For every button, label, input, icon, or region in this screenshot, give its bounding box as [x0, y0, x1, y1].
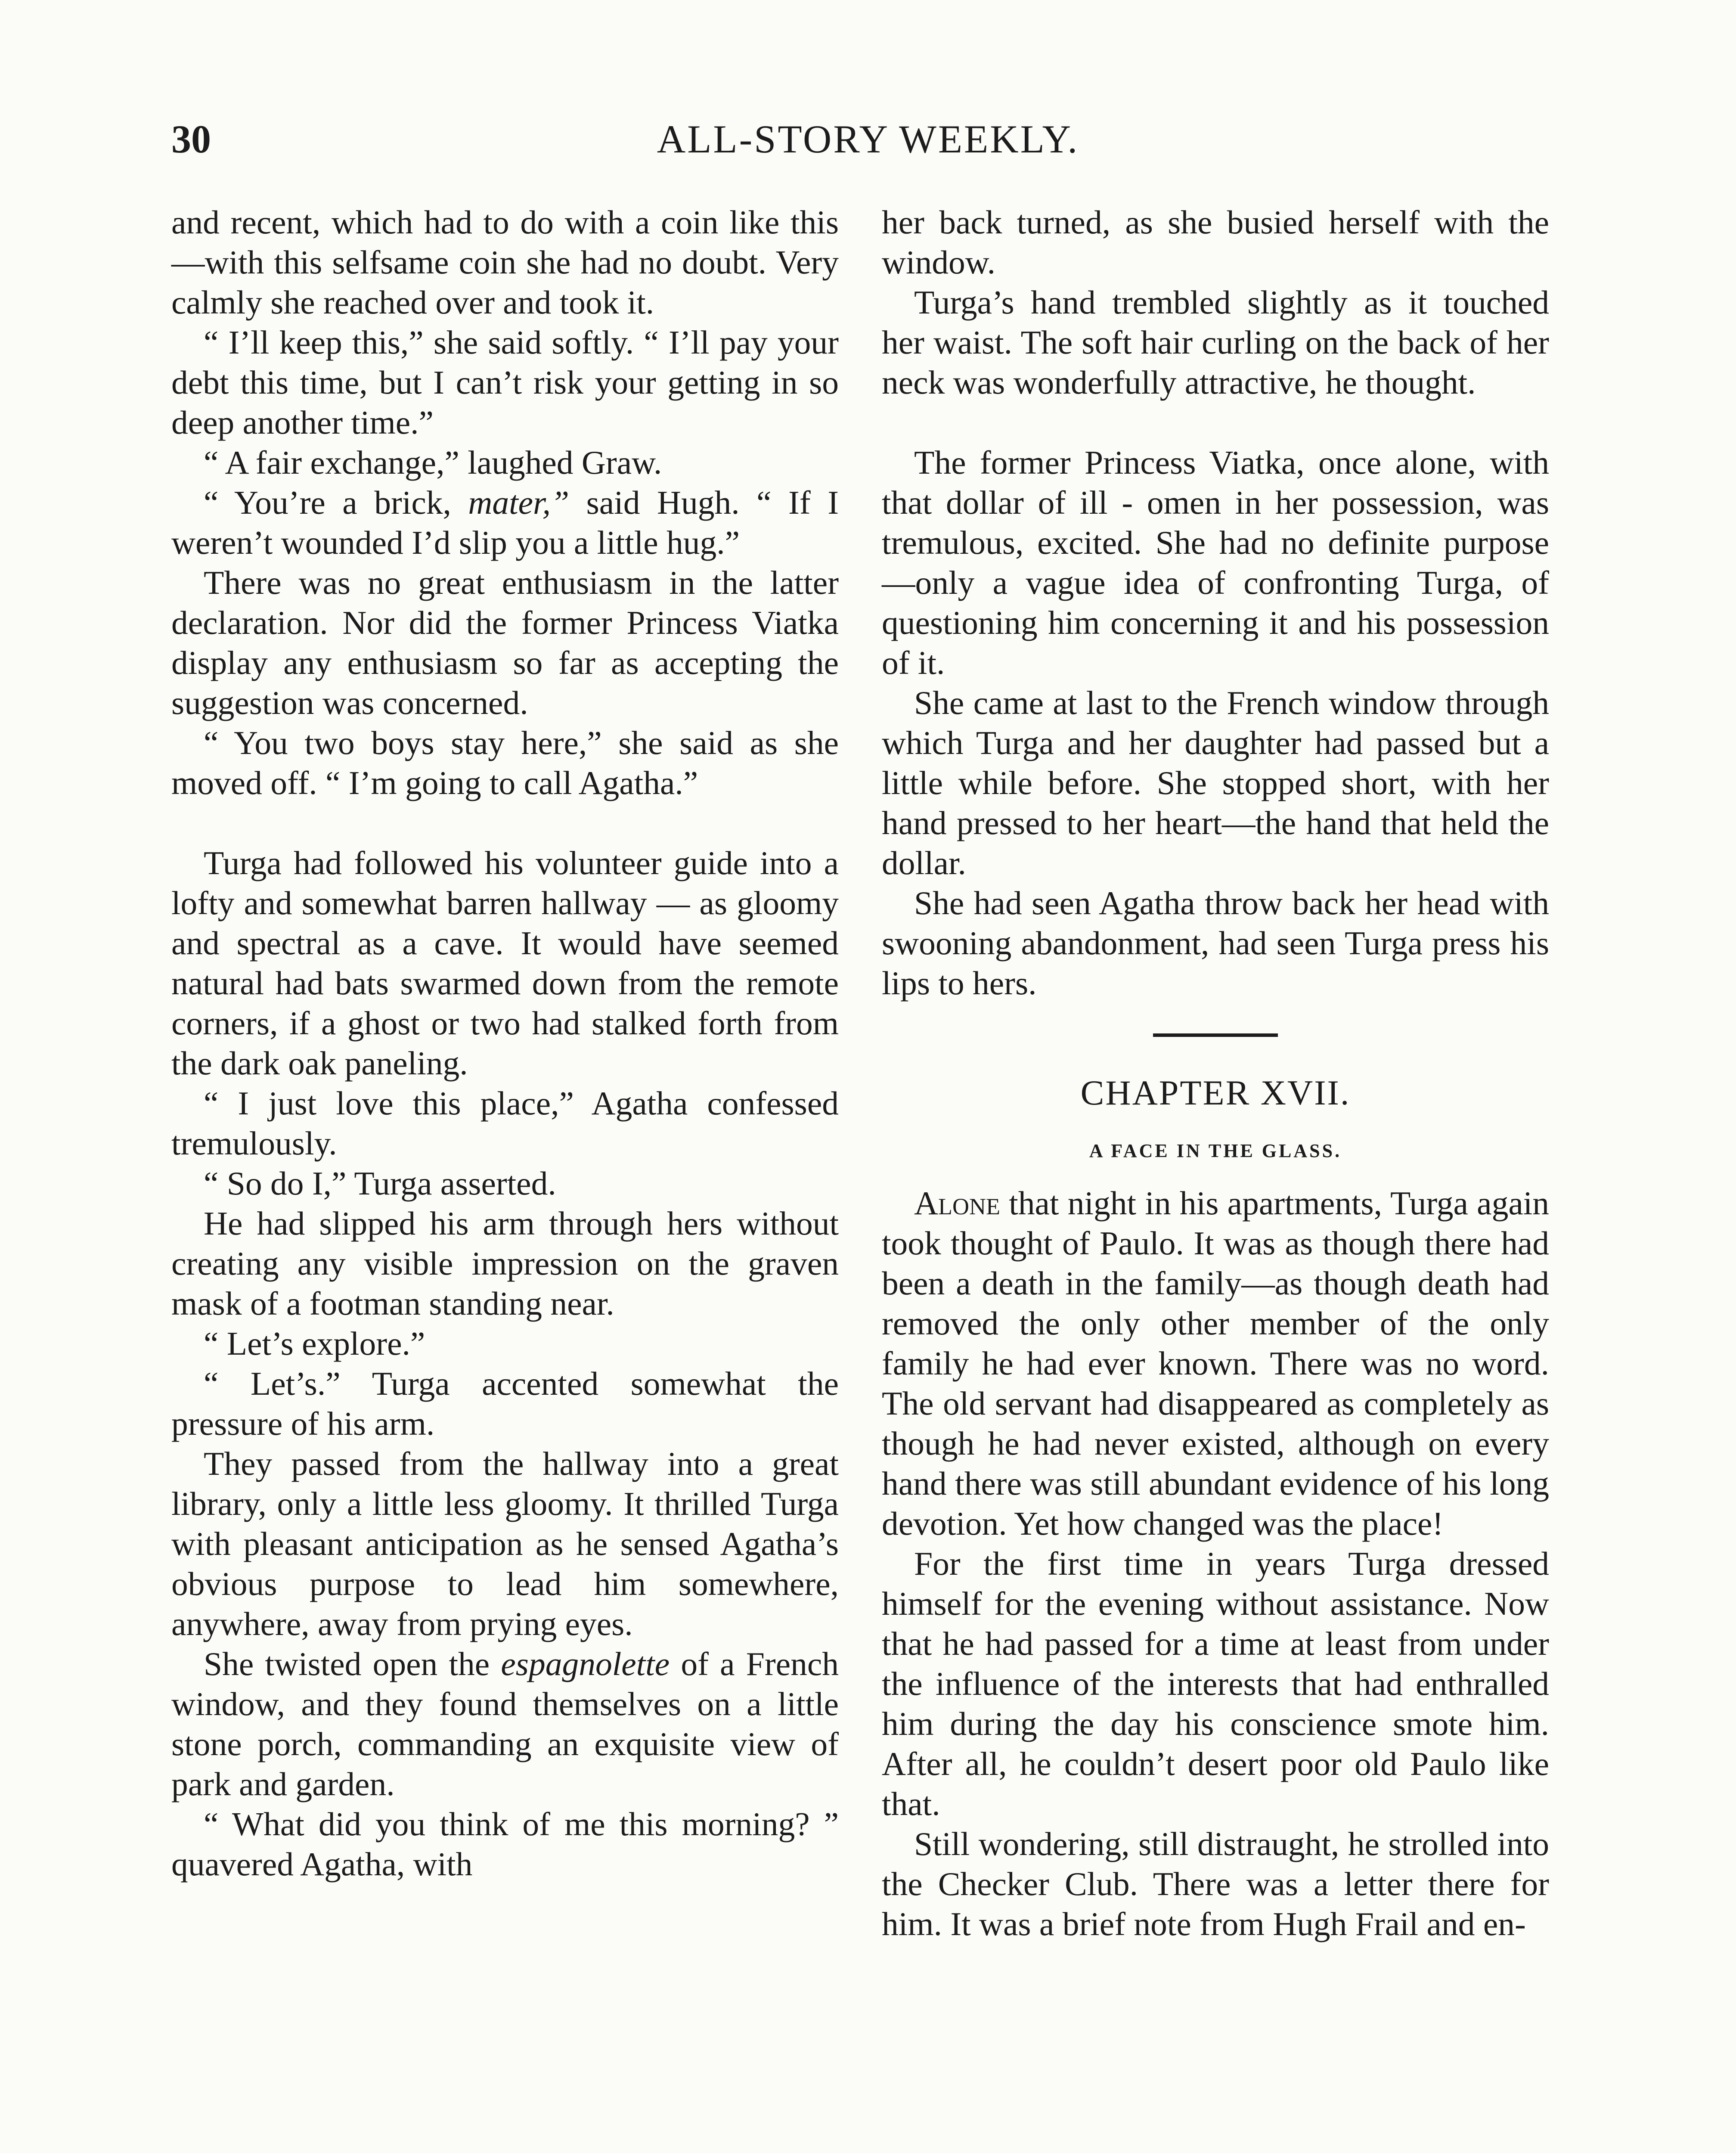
paragraph: He had slipped his arm through hers without creating any visible impression on the graven mask of a footman standing near.	[171, 1205, 839, 1322]
paragraph: her back turned, as she busied herself with the window.	[882, 204, 1549, 281]
paragraph: “ So do I,” Turga asserted.	[204, 1165, 556, 1202]
chapter-subtitle: A FACE IN THE GLASS.	[1089, 1140, 1342, 1161]
paragraph: They passed from the hallway into a great library, only a little less gloomy. It thrilled Turga with pleasant anticipation as he sensed Agatha’s obvious purpose to lead him somewhere, anywhere, away from prying eyes.	[171, 1445, 839, 1642]
section-break	[882, 403, 1549, 443]
paragraph	[882, 1183, 1549, 1544]
paragraph: Still wondering, still distraught, he strolled into the Checker Club. There was a letter there for him. It was a brief note from Hugh Frail and en-	[882, 1825, 1549, 1942]
text-run: of a French window, and they found themselves on a little stone porch, commanding an exquisite view of park and garden.	[171, 1645, 839, 1802]
paragraph	[171, 483, 839, 563]
text-run: She twisted open the	[204, 1645, 501, 1682]
paragraph: “ I just love this place,” Agatha confessed tremulously.	[171, 1085, 839, 1162]
left-column	[171, 202, 839, 1884]
paragraph: “ You two boys stay here,” she said as she moved off. “ I’m going to call Agatha.”	[171, 724, 839, 801]
italic-word: espagnolette	[501, 1645, 670, 1682]
paragraph: “ Let’s explore.”	[204, 1325, 425, 1362]
text-run: that night in his apartments, Turga again took thought of Paulo. It was as though there had been a death in the family—as though death had removed the only other member of the only family he had ever known. There was no word. The old servant had disappeared as completely as though he had never existed, although on every hand there was still abundant evidence of his long devotion. Yet how changed was the place!	[882, 1185, 1549, 1542]
paragraph: “ What did you think of me this morning? ” quavered Agatha, with	[171, 1806, 839, 1883]
text-run: “ You’re a brick,	[204, 484, 468, 521]
paragraph: “ Let’s.” Turga accented somewhat the pressure of his arm.	[171, 1365, 839, 1442]
paragraph: There was no great enthusiasm in the latter declaration. Nor did the former Princess Viatka display any enthusiasm so far as accepting the suggestion was concerned.	[171, 564, 839, 721]
running-title: ALL-STORY WEEKLY.	[657, 117, 1079, 161]
text-run: said Hugh. “ If I weren’t wounded I’d slip you a little hug.”	[171, 484, 839, 561]
paragraph	[171, 1644, 839, 1804]
page-number: 30	[171, 117, 211, 161]
page-header	[171, 116, 1565, 172]
paragraph: “ I’ll keep this,” she said softly. “ I’ll pay your debt this time, but I can’t risk your getting in so deep another time.”	[171, 324, 839, 441]
chapter-divider-rule	[1153, 1033, 1278, 1037]
paragraph: “ A fair exchange,” laughed Graw.	[204, 444, 662, 481]
chapter-title: CHAPTER XVII.	[1080, 1073, 1351, 1112]
lead-in-word: Alone	[914, 1185, 1000, 1222]
paragraph: and recent, which had to do with a coin like this—with this selfsame coin she had no doubt. Very calmly she reached over and took it.	[171, 204, 839, 321]
section-break	[171, 803, 839, 843]
paragraph: Turga had followed his volunteer guide into a lofty and somewhat barren hallway — as gloomy and spectral as a cave. It would have seemed natural had bats swarmed down from the remote corners, if a ghost or two had stalked forth from the dark oak paneling.	[171, 844, 839, 1082]
paragraph: Turga’s hand trembled slightly as it touched her waist. The soft hair curling on the back of her neck was wonderfully attractive, he thought.	[882, 284, 1549, 401]
paragraph: She had seen Agatha throw back her head with swooning abandonment, had seen Turga press his lips to hers.	[882, 884, 1549, 1002]
paragraph: For the first time in years Turga dressed himself for the evening without assistance. Now that he had passed for a time at least from under the influence of the interests that had enthralled him during the day his conscience smote him. After all, he couldn’t desert poor old Paulo like that.	[882, 1545, 1549, 1822]
paragraph: She came at last to the French window through which Turga and her daughter had passed but a little while before. She stopped short, with her hand pressed to her heart—the hand that held the dollar.	[882, 684, 1549, 881]
italic-word: mater,”	[468, 484, 570, 521]
paragraph: The former Princess Viatka, once alone, with that dollar of ill - omen in her possession, was tremulous, excited. She had no definite purpose—only a vague idea of confronting Turga, of questioning him concerning it and his possession of it.	[882, 444, 1549, 681]
right-column	[882, 202, 1549, 1944]
